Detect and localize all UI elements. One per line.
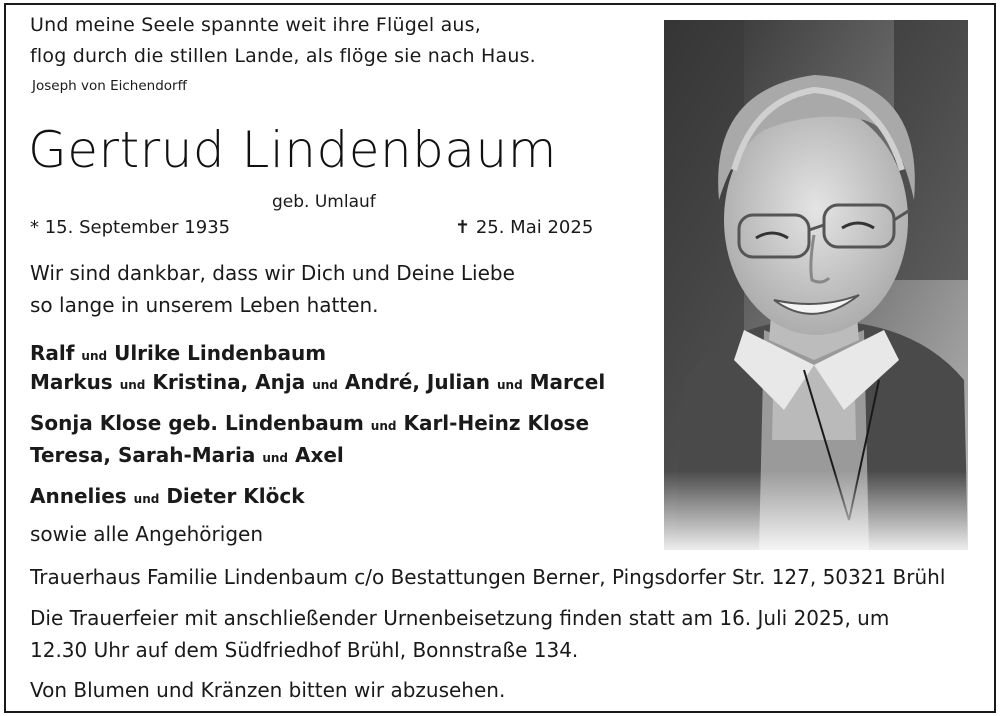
poem-line-1: Und meine Seele spannte weit ihre Flügel aus,: [30, 14, 481, 36]
family-row-4: Teresa, Sarah-Maria und Axel: [30, 443, 344, 467]
portrait-photo-icon: [664, 20, 968, 550]
family-row-1: Ralf und Ulrike Lindenbaum: [30, 341, 327, 365]
death-date: 25. Mai 2025: [475, 217, 594, 238]
family-row-3: Sonja Klose geb. Lindenbaum und Karl-Heinz Klose: [30, 411, 590, 435]
family-row-2: Markus und Kristina, Anja und André, Julian und Marcel: [30, 370, 606, 394]
gratitude-line-2: so lange in unserem Leben hatten.: [30, 293, 379, 317]
birth-date-line: [30, 217, 230, 238]
ceremony-line-1: Die Trauerfeier mit anschließender Urnenbeisetzung finden statt am 16. Juli 2025, um: [30, 606, 890, 630]
poem-author: Joseph von Eichendorff: [32, 78, 187, 94]
flowers-note: Von Blumen und Kränzen bitten wir abzusehen.: [30, 678, 506, 702]
deceased-name: Gertrud Lindenbaum: [28, 121, 557, 179]
birth-name: geb. Umlauf: [272, 192, 376, 212]
ceremony-line-2: 12.30 Uhr auf dem Südfriedhof Brühl, Bonnstraße 134.: [30, 638, 579, 662]
death-date-line: [455, 217, 593, 238]
family-others: sowie alle Angehörigen: [30, 522, 263, 546]
address-line: Trauerhaus Familie Lindenbaum c/o Bestattungen Berner, Pingsdorfer Str. 127, 50321 Brühl: [30, 565, 946, 589]
cross-icon: ✝: [455, 217, 471, 238]
birth-star-icon: *: [30, 217, 39, 238]
birth-date: 15. September 1935: [44, 217, 231, 238]
gratitude-line-1: Wir sind dankbar, dass wir Dich und Deine Liebe: [30, 261, 515, 285]
portrait-photo: [664, 20, 968, 550]
poem-line-2: flog durch die stillen Lande, als flöge sie nach Haus.: [30, 45, 536, 67]
family-row-5: Annelies und Dieter Klöck: [30, 484, 305, 508]
